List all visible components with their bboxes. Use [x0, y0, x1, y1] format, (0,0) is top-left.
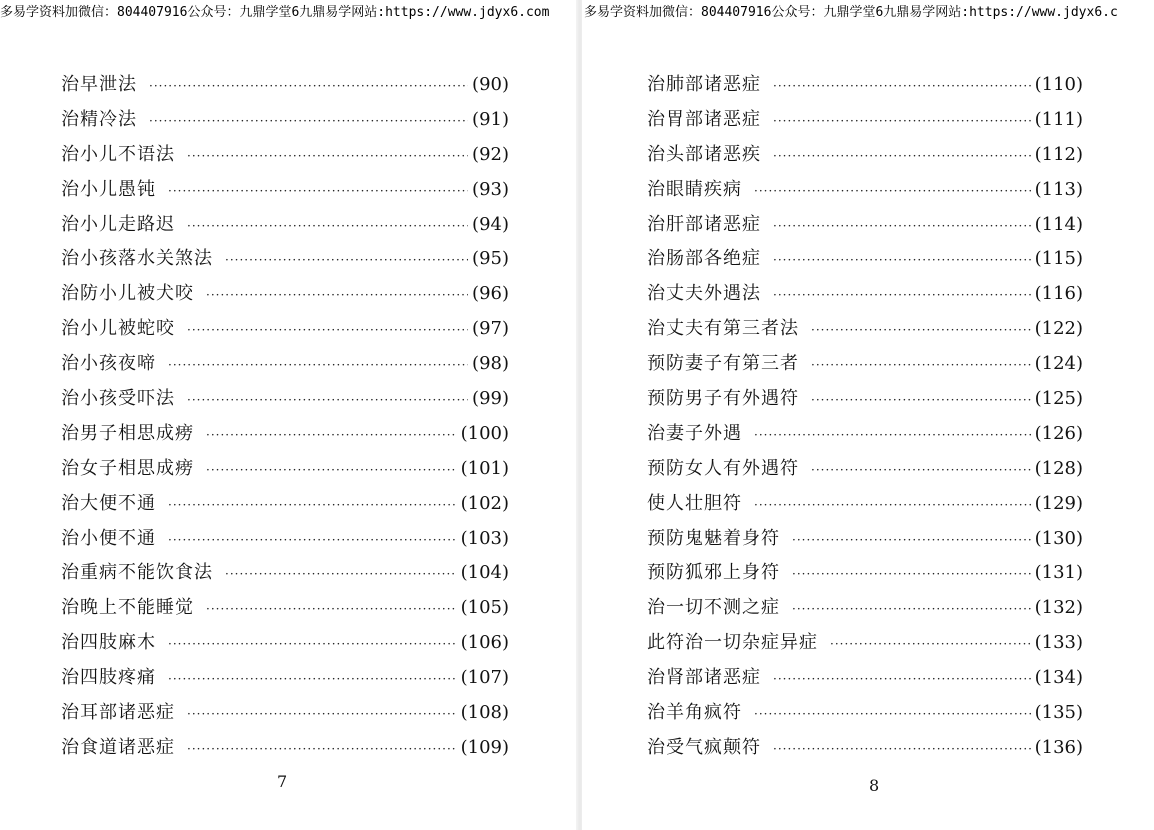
toc-entry [61, 556, 509, 591]
toc-entry-page-number: (115) [1034, 248, 1083, 270]
toc-entry-page-number: (136) [1034, 736, 1083, 758]
toc-dot-leader [187, 732, 457, 767]
toc-dot-leader [773, 662, 1031, 697]
toc-entry-page-number: (94) [472, 213, 509, 235]
toc-entry-title: 治小儿走路迟 [61, 213, 175, 235]
toc-entry [61, 312, 509, 347]
toc-entry [647, 382, 1083, 417]
toc-entry [61, 696, 509, 731]
toc-entry-page-number: (110) [1034, 74, 1083, 95]
toc-dot-leader [754, 174, 1031, 209]
toc-dot-leader [792, 557, 1031, 592]
toc-entry [61, 452, 509, 487]
toc-entry-title: 治胃部诸恶症 [647, 108, 761, 130]
toc-entry-page-number: (134) [1034, 667, 1083, 689]
toc-entry [61, 382, 509, 417]
toc-entry [61, 347, 509, 382]
toc-entry-title: 治重病不能饮食法 [61, 562, 213, 584]
toc-entry-title: 预防狐邪上身符 [647, 562, 780, 584]
toc-entry-title: 治女子相思成痨 [61, 457, 194, 479]
toc-dot-leader [168, 627, 457, 662]
toc-entry [647, 626, 1083, 661]
toc-entry-page-number: (96) [472, 283, 509, 305]
toc-entry-page-number: (112) [1034, 143, 1083, 165]
toc-entry-page-number: (124) [1034, 353, 1083, 375]
toc-entry-title: 治肠部各绝症 [647, 248, 761, 270]
toc-entry [647, 522, 1083, 557]
toc-entry-page-number: (95) [472, 248, 509, 270]
toc-entry-page-number: (91) [472, 108, 509, 130]
toc-entry-page-number: (133) [1034, 632, 1083, 654]
toc-entry-title: 治小孩落水关煞法 [61, 248, 213, 270]
toc-entry [61, 277, 509, 312]
toc-entry-title: 治小便不通 [61, 527, 156, 549]
toc-entry-title: 治四肢麻木 [61, 632, 156, 654]
toc-entry-title: 治男子相思成痨 [61, 422, 194, 444]
toc-entry-page-number: (125) [1034, 388, 1083, 410]
toc-dot-leader [830, 627, 1031, 662]
toc-entry-title: 治晚上不能睡觉 [61, 597, 194, 619]
toc-entry-title: 治四肢疼痛 [61, 667, 156, 689]
toc-entry-title: 治眼睛疾病 [647, 178, 742, 200]
toc-dot-leader [168, 523, 457, 558]
toc-entry-page-number: (108) [460, 702, 509, 724]
toc-dot-leader [187, 209, 468, 244]
toc-entry-page-number: (135) [1034, 702, 1083, 724]
toc-entry [647, 556, 1083, 591]
watermark-text: 多易学资料加微信：804407916公众号：九鼎学堂6九鼎易学网站:https://www.jdyx6.com [0, 5, 550, 20]
toc-entry [647, 103, 1083, 138]
table-of-contents-list [647, 68, 1083, 766]
toc-entry-title: 使人壮胆符 [647, 492, 742, 514]
toc-dot-leader [811, 313, 1031, 348]
toc-entry [647, 173, 1083, 208]
toc-entry-page-number: (111) [1034, 108, 1083, 130]
toc-entry [647, 661, 1083, 696]
toc-entry-title: 预防鬼魅着身符 [647, 527, 780, 549]
toc-entry [61, 173, 509, 208]
toc-entry-page-number: (129) [1034, 492, 1083, 514]
toc-entry-page-number: (113) [1034, 178, 1083, 200]
toc-entry [61, 208, 509, 243]
toc-entry-title: 治食道诸恶症 [61, 736, 175, 758]
toc-entry [647, 417, 1083, 452]
right-page [582, 0, 1154, 830]
toc-dot-leader [225, 243, 468, 278]
toc-dot-leader [773, 278, 1031, 313]
toc-entry [647, 487, 1083, 522]
toc-dot-leader [168, 662, 457, 697]
toc-entry [647, 452, 1083, 487]
toc-entry [61, 68, 509, 103]
toc-entry-page-number: (90) [472, 74, 509, 95]
toc-entry [61, 661, 509, 696]
toc-entry-page-number: (99) [472, 388, 509, 410]
toc-dot-leader [225, 557, 457, 592]
toc-entry-title: 治早泄法 [61, 74, 137, 95]
toc-entry-title: 治大便不通 [61, 492, 156, 514]
toc-dot-leader [773, 69, 1031, 104]
toc-entry-page-number: (105) [460, 597, 509, 619]
toc-entry-title: 治肺部诸恶症 [647, 74, 761, 95]
toc-entry [647, 591, 1083, 626]
toc-entry-title: 此符治一切杂症异症 [647, 632, 818, 654]
toc-entry-page-number: (114) [1034, 213, 1083, 235]
page-number: 7 [277, 772, 288, 791]
toc-entry-title: 治肾部诸恶症 [647, 667, 761, 689]
toc-dot-leader [168, 488, 457, 523]
toc-dot-leader [149, 69, 468, 104]
toc-entry-page-number: (102) [460, 492, 509, 514]
toc-entry [61, 626, 509, 661]
toc-entry-page-number: (101) [460, 457, 509, 479]
toc-dot-leader [811, 348, 1031, 383]
toc-dot-leader [811, 453, 1031, 488]
toc-entry-page-number: (128) [1034, 457, 1083, 479]
toc-dot-leader [206, 418, 457, 453]
toc-entry-title: 治丈夫外遇法 [647, 283, 761, 305]
toc-entry-page-number: (106) [460, 632, 509, 654]
toc-entry-title: 预防女人有外遇符 [647, 457, 799, 479]
toc-dot-leader [773, 732, 1031, 767]
toc-dot-leader [792, 592, 1031, 627]
toc-entry-title: 治丈夫有第三者法 [647, 318, 799, 340]
toc-dot-leader [149, 104, 468, 139]
toc-entry-page-number: (97) [472, 318, 509, 340]
toc-entry-title: 预防妻子有第三者 [647, 353, 799, 375]
toc-entry-page-number: (126) [1034, 422, 1083, 444]
toc-dot-leader [187, 313, 468, 348]
toc-entry [647, 68, 1083, 103]
toc-entry-title: 治精冷法 [61, 108, 137, 130]
watermark-text: 多易学资料加微信：804407916公众号：九鼎学堂6九鼎易学网站:https://www.jdyx6.c [584, 5, 1118, 20]
toc-entry [647, 696, 1083, 731]
toc-entry-title: 治妻子外遇 [647, 422, 742, 444]
toc-entry-title: 预防男子有外遇符 [647, 388, 799, 410]
toc-entry-page-number: (104) [460, 562, 509, 584]
toc-entry-page-number: (130) [1034, 527, 1083, 549]
toc-entry [647, 138, 1083, 173]
toc-dot-leader [754, 418, 1031, 453]
toc-entry [647, 277, 1083, 312]
toc-entry-page-number: (116) [1034, 283, 1083, 305]
page-number: 8 [869, 776, 880, 795]
toc-entry [647, 242, 1083, 277]
toc-entry-title: 治羊角疯符 [647, 702, 742, 724]
toc-dot-leader [187, 383, 468, 418]
toc-entry-title: 治小儿愚钝 [61, 178, 156, 200]
toc-entry [61, 487, 509, 522]
toc-dot-leader [811, 383, 1031, 418]
toc-dot-leader [168, 174, 468, 209]
toc-entry-page-number: (109) [460, 736, 509, 758]
toc-entry [647, 208, 1083, 243]
toc-entry-page-number: (93) [472, 178, 509, 200]
toc-dot-leader [754, 488, 1031, 523]
toc-dot-leader [187, 697, 457, 732]
toc-dot-leader [168, 348, 468, 383]
toc-entry-page-number: (98) [472, 353, 509, 375]
toc-entry [61, 731, 509, 766]
toc-entry-page-number: (100) [460, 422, 509, 444]
table-of-contents-list [61, 68, 509, 766]
toc-entry [647, 731, 1083, 766]
toc-dot-leader [773, 104, 1031, 139]
toc-dot-leader [773, 243, 1031, 278]
toc-entry-page-number: (131) [1034, 562, 1083, 584]
toc-dot-leader [773, 139, 1031, 174]
toc-entry [61, 417, 509, 452]
toc-entry [61, 591, 509, 626]
toc-entry-title: 治肝部诸恶症 [647, 213, 761, 235]
toc-entry-title: 治耳部诸恶症 [61, 702, 175, 724]
toc-entry [61, 522, 509, 557]
toc-entry [647, 312, 1083, 347]
toc-entry [61, 242, 509, 277]
toc-dot-leader [206, 592, 457, 627]
toc-entry-title: 治一切不测之症 [647, 597, 780, 619]
toc-entry-page-number: (122) [1034, 318, 1083, 340]
toc-dot-leader [206, 453, 457, 488]
toc-dot-leader [773, 209, 1031, 244]
toc-entry-title: 治小儿被蛇咬 [61, 318, 175, 340]
toc-entry-title: 治小孩受吓法 [61, 388, 175, 410]
toc-dot-leader [206, 278, 468, 313]
toc-entry-title: 治防小儿被犬咬 [61, 283, 194, 305]
toc-entry-title: 治头部诸恶疾 [647, 143, 761, 165]
toc-dot-leader [754, 697, 1031, 732]
toc-entry-page-number: (107) [460, 667, 509, 689]
toc-entry-title: 治小儿不语法 [61, 143, 175, 165]
toc-entry [61, 103, 509, 138]
toc-dot-leader [187, 139, 468, 174]
toc-dot-leader [792, 523, 1031, 558]
toc-entry [647, 347, 1083, 382]
toc-entry-page-number: (92) [472, 143, 509, 165]
toc-entry [61, 138, 509, 173]
toc-entry-title: 治小孩夜啼 [61, 353, 156, 375]
toc-entry-page-number: (103) [460, 527, 509, 549]
toc-entry-page-number: (132) [1034, 597, 1083, 619]
toc-entry-title: 治受气疯颠符 [647, 736, 761, 758]
